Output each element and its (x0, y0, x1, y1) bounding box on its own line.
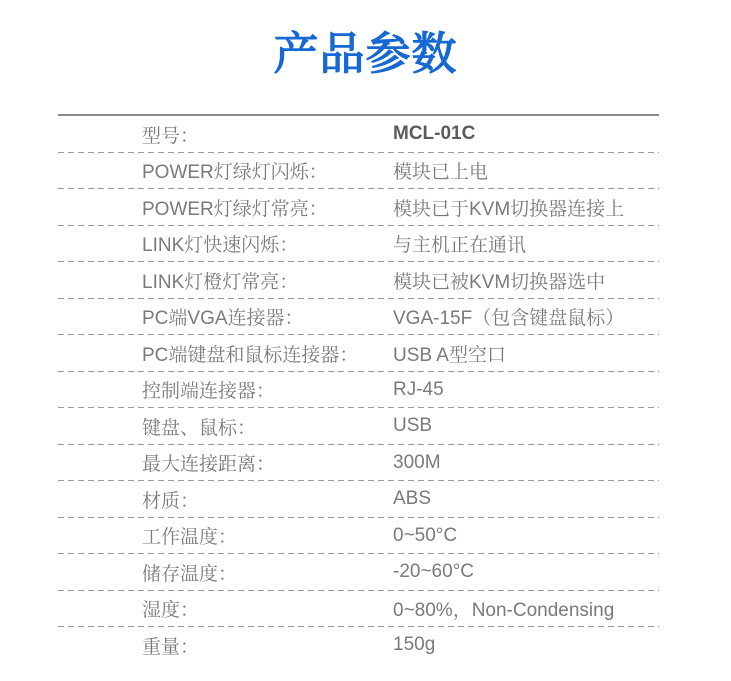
table-row (58, 408, 659, 445)
spec-value: 150g (393, 634, 436, 656)
page-title: 产品参数 (273, 28, 458, 79)
spec-value: -20~60°C (393, 561, 475, 583)
spec-label: 材质： (142, 490, 200, 512)
table-row (58, 518, 659, 555)
spec-label: LINK灯橙灯常亮： (142, 271, 299, 293)
table-row (58, 481, 659, 518)
spec-value: 模块已于KVM切换器连接上 (393, 198, 625, 220)
table-row (58, 445, 659, 482)
spec-label: PC端VGA连接器： (142, 308, 304, 330)
spec-value: 与主机正在通讯 (393, 235, 527, 257)
spec-label: POWER灯绿灯闪烁： (142, 162, 328, 184)
spec-value: RJ-45 (393, 378, 444, 400)
spec-value: USB (393, 415, 433, 437)
table-row (58, 153, 659, 190)
table-row (58, 226, 659, 263)
spec-value: 模块已上电 (393, 162, 489, 184)
table-row (58, 591, 659, 628)
table-row (58, 627, 659, 664)
table-row (58, 189, 659, 226)
spec-label: 湿度： (142, 600, 200, 622)
table-row (58, 299, 659, 336)
spec-label: 型号： (142, 125, 200, 147)
spec-label: 键盘、鼠标： (142, 417, 257, 439)
table-row (58, 262, 659, 299)
spec-label: LINK灯快速闪烁： (142, 235, 299, 257)
spec-value: ABS (393, 488, 432, 510)
table-row (58, 335, 659, 372)
spec-value: 模块已被KVM切换器选中 (393, 271, 606, 293)
spec-value: 0~50°C (393, 524, 458, 546)
spec-label: 储存温度： (142, 563, 238, 585)
spec-value: 0~80%，Non-Condensing (393, 600, 615, 622)
spec-label: PC端键盘和鼠标连接器： (142, 344, 359, 366)
table-row (58, 554, 659, 591)
spec-value: USB A型空口 (393, 344, 506, 366)
spec-value: MCL-01C (393, 123, 476, 145)
table-row (58, 372, 659, 409)
spec-table (58, 114, 659, 664)
spec-label: 重量： (142, 636, 200, 658)
spec-label: 最大连接距离： (142, 454, 276, 476)
table-row (58, 116, 659, 153)
spec-value: 300M (393, 451, 441, 473)
spec-label: 工作温度： (142, 527, 238, 549)
spec-label: POWER灯绿灯常亮： (142, 198, 328, 220)
spec-value: VGA-15F（包含键盘鼠标） (393, 308, 625, 330)
spec-label: 控制端连接器： (142, 381, 276, 403)
